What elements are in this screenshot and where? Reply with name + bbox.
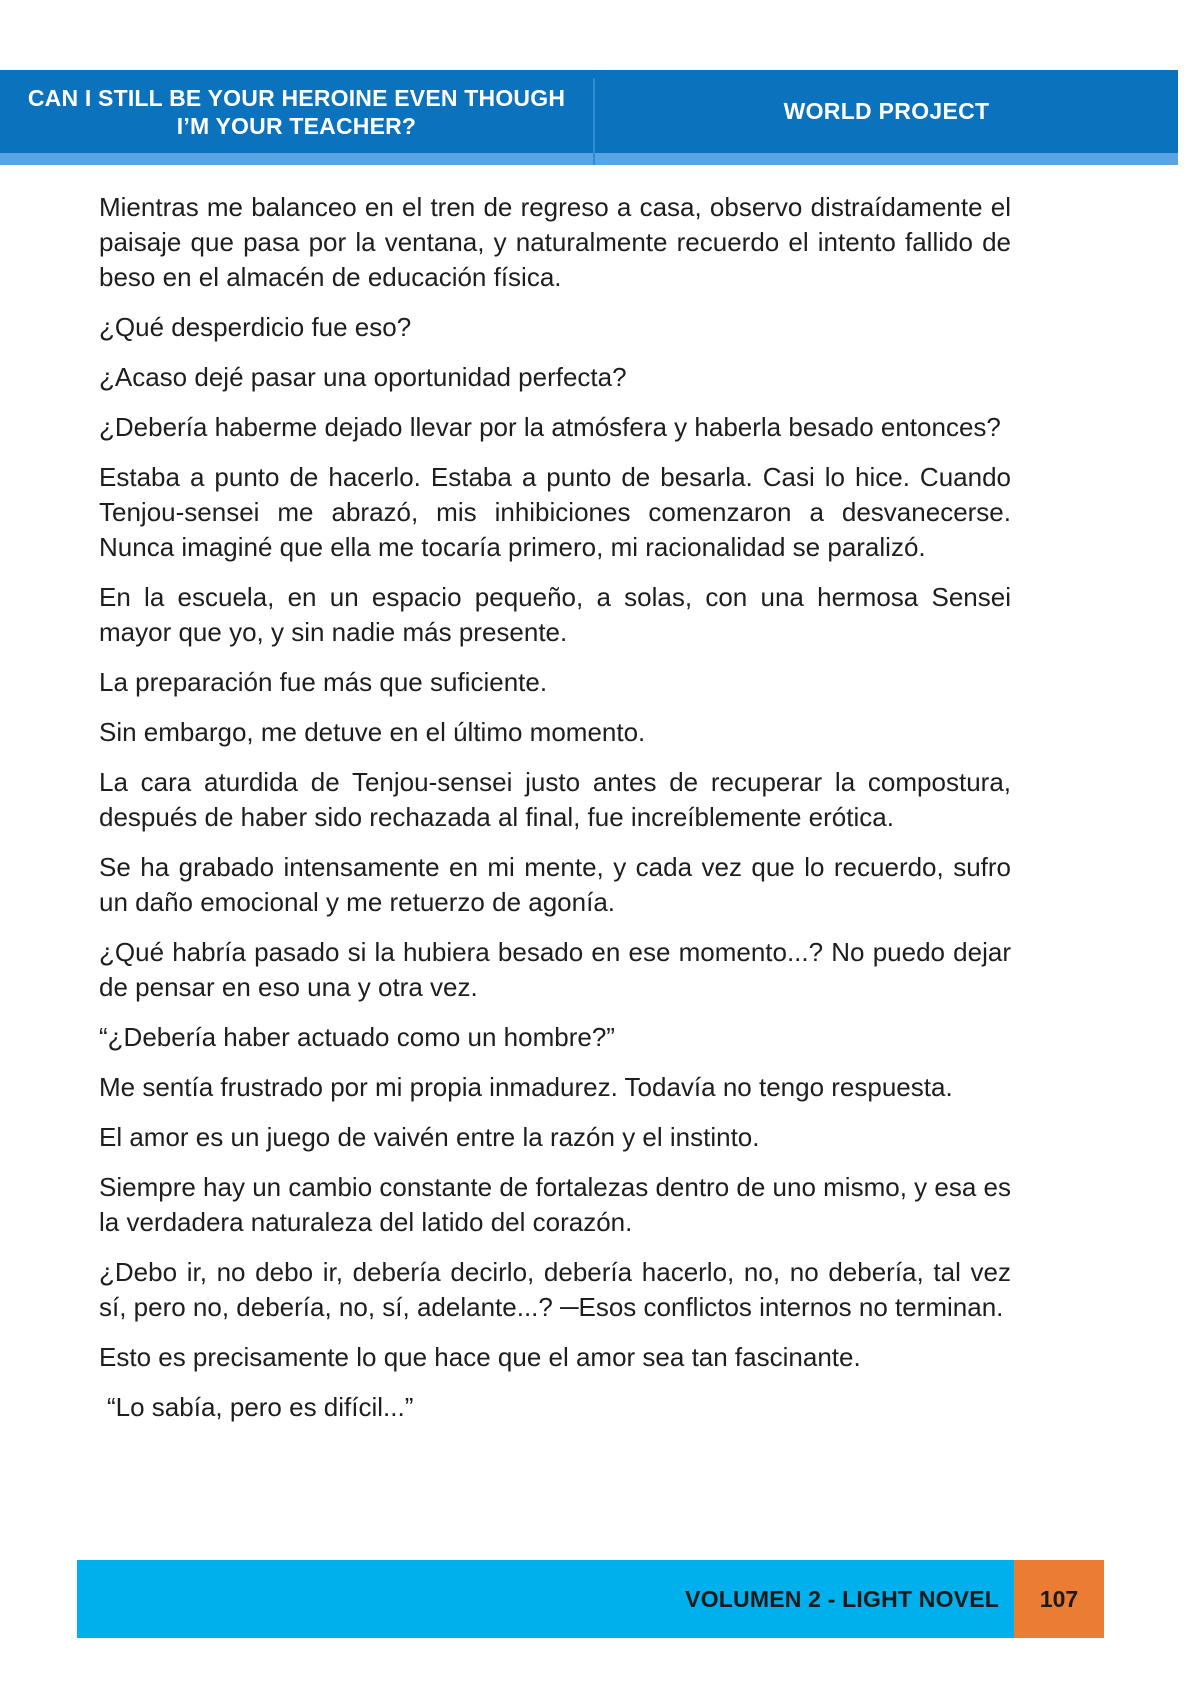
paragraph: Estaba a punto de hacerlo. Estaba a punto de besarla. Casi lo hice. Cuando Tenjou-sensei me abrazó, mis inhibiciones comenzaron a desvanecerse. Nunca imaginé que ella me tocaría primero, mi racionalidad se paralizó. bbox=[99, 462, 1011, 562]
paragraph: Siempre hay un cambio constante de fortalezas dentro de uno mismo, y esa es la verdadera naturaleza del latido del corazón. bbox=[99, 1172, 1011, 1237]
paragraph: El amor es un juego de vaivén entre la razón y el instinto. bbox=[99, 1122, 760, 1152]
page-body bbox=[99, 190, 1011, 1440]
paragraph: La cara aturdida de Tenjou-sensei justo antes de recuperar la compostura, después de haber sido rechazada al final, fue increíblemente erótica. bbox=[99, 767, 1011, 832]
page-header bbox=[0, 70, 1178, 165]
header-book-title-block bbox=[0, 70, 593, 153]
paragraph: La preparación fue más que suficiente. bbox=[99, 667, 548, 697]
volume-label: VOLUMEN 2 - LIGHT NOVEL bbox=[685, 1585, 999, 1612]
header-project-block bbox=[595, 70, 1178, 153]
paragraph: “Lo sabía, pero es difícil...” bbox=[107, 1392, 414, 1422]
paragraph: Sin embargo, me detuve en el último momento. bbox=[99, 717, 646, 747]
paragraph: Me sentía frustrado por mi propia inmadurez. Todavía no tengo respuesta. bbox=[99, 1072, 953, 1102]
page-number-box bbox=[1014, 1560, 1104, 1638]
paragraph: ¿Debería haberme dejado llevar por la atmósfera y haberla besado entonces? bbox=[99, 412, 1001, 442]
paragraph: ¿Qué desperdicio fue eso? bbox=[99, 312, 412, 342]
book-title: CAN I STILL BE YOUR HEROINE EVEN THOUGH I’M YOUR TEACHER? bbox=[27, 84, 566, 139]
paragraph: “¿Debería haber actuado como un hombre?” bbox=[99, 1022, 615, 1052]
paragraph: En la escuela, en un espacio pequeño, a solas, con una hermosa Sensei mayor que yo, y sin nadie más presente. bbox=[99, 582, 1011, 647]
paragraph: Se ha grabado intensamente en mi mente, y cada vez que lo recuerdo, sufro un daño emocional y me retuerzo de agonía. bbox=[99, 852, 1011, 917]
paragraph: ¿Qué habría pasado si la hubiera besado en ese momento...? No puedo dejar de pensar en eso una y otra vez. bbox=[99, 937, 1011, 1002]
paragraph: ¿Acaso dejé pasar una oportunidad perfecta? bbox=[99, 362, 627, 392]
paragraph: ¿Debo ir, no debo ir, debería decirlo, debería hacerlo, no, no debería, tal vez sí, pero no, debería, no, sí, adelante...? ─Esos conflictos internos no terminan. bbox=[99, 1257, 1011, 1322]
page-footer bbox=[77, 1560, 1104, 1638]
paragraph: Esto es precisamente lo que hace que el amor sea tan fascinante. bbox=[99, 1342, 861, 1372]
page-number: 107 bbox=[1039, 1585, 1079, 1612]
paragraph: Mientras me balanceo en el tren de regreso a casa, observo distraídamente el paisaje que pasa por la ventana, y naturalmente recuerdo el intento fallido de beso en el almacén de educación física. bbox=[99, 192, 1011, 292]
project-name: WORLD PROJECT bbox=[783, 98, 990, 124]
